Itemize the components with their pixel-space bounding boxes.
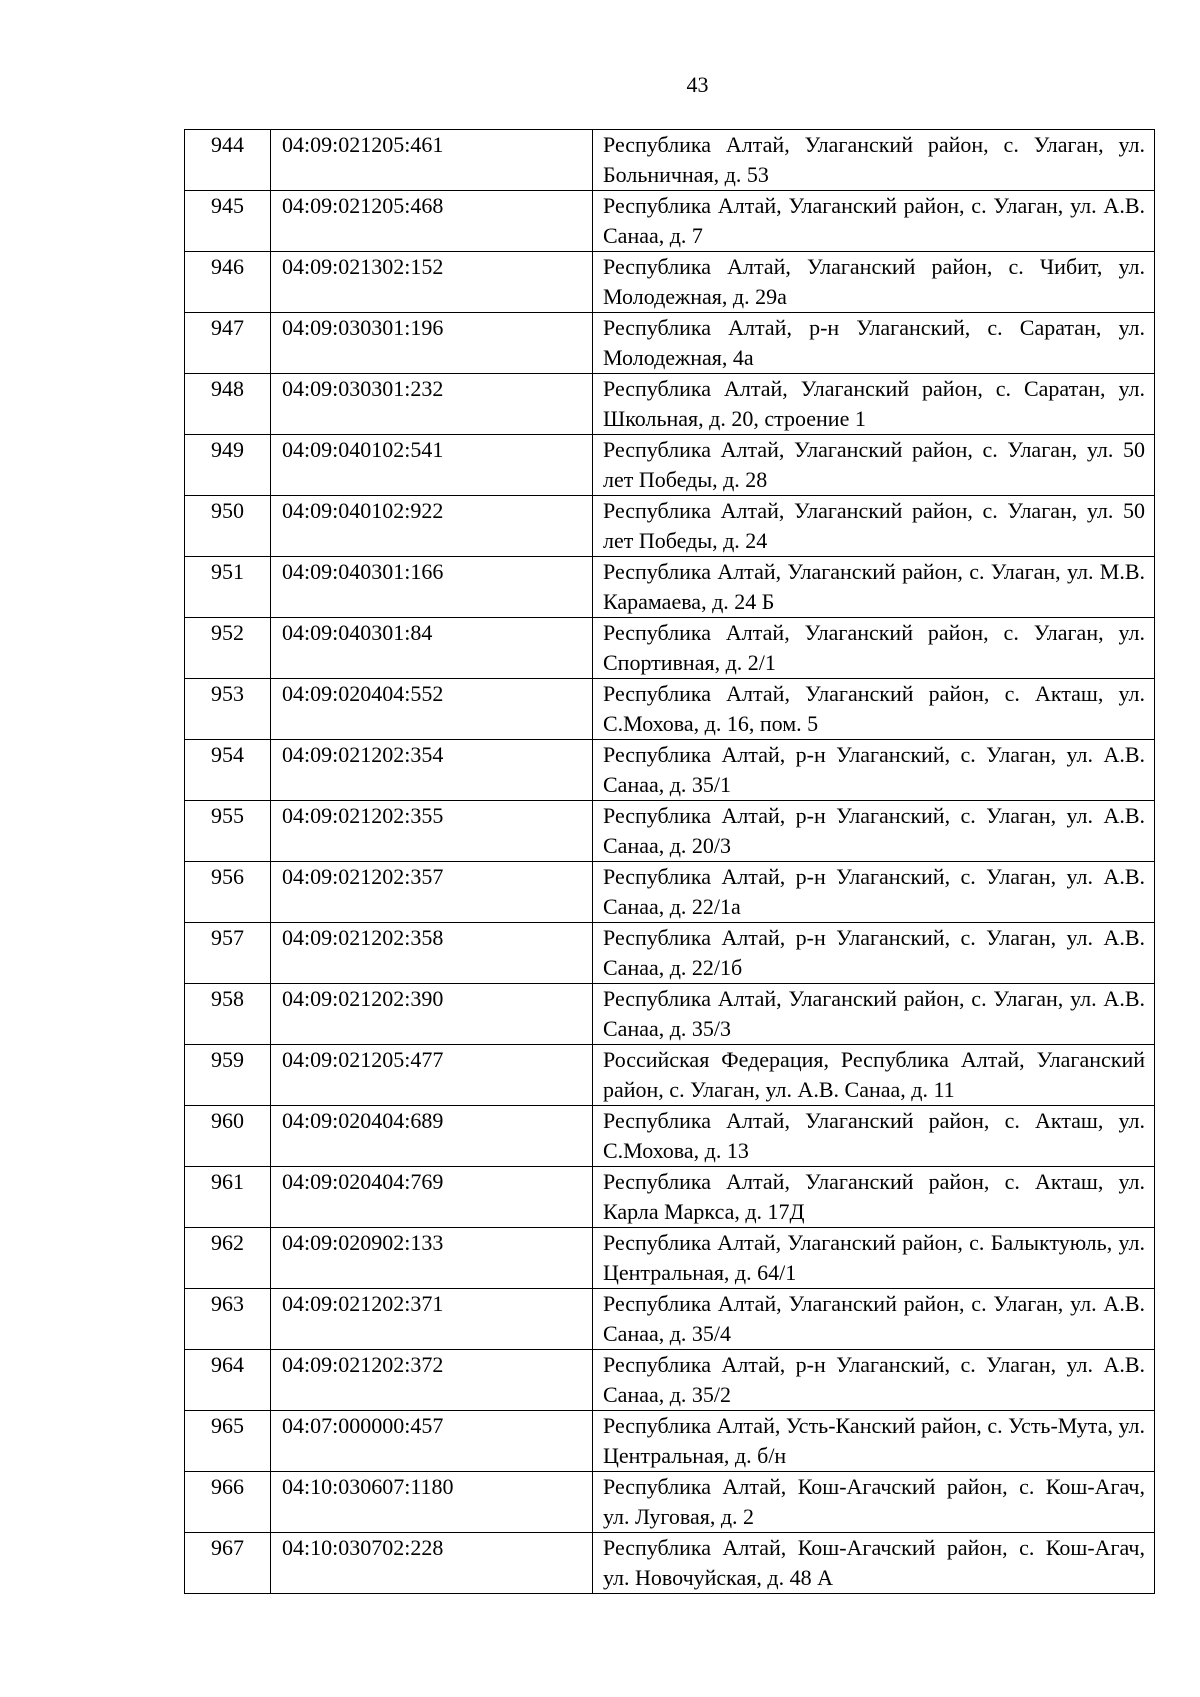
table-row	[185, 435, 1155, 496]
cadastral-number-cell: 04:09:021202:372	[271, 1350, 593, 1411]
table-row	[185, 252, 1155, 313]
table-row	[185, 1289, 1155, 1350]
address-cell: Республика Алтай, Улаганский район, с. Балыктуюль, ул. Центральная, д. 64/1	[593, 1228, 1155, 1289]
cadastral-number-cell: 04:09:020404:689	[271, 1106, 593, 1167]
row-number-cell: 964	[185, 1350, 271, 1411]
row-number-cell: 957	[185, 923, 271, 984]
address-cell: Российская Федерация, Республика Алтай, Улаганский район, с. Улаган, ул. А.В. Санаа, д. 11	[593, 1045, 1155, 1106]
row-number-cell: 949	[185, 435, 271, 496]
table-row	[185, 1106, 1155, 1167]
cadastral-number-cell: 04:09:020404:552	[271, 679, 593, 740]
address-cell: Республика Алтай, Улаганский район, с. Акташ, ул. С.Мохова, д. 16, пом. 5	[593, 679, 1155, 740]
row-number-cell: 965	[185, 1411, 271, 1472]
address-cell: Республика Алтай, Улаганский район, с. Саратан, ул. Школьная, д. 20, строение 1	[593, 374, 1155, 435]
cadastral-number-cell: 04:09:040102:541	[271, 435, 593, 496]
table-row	[185, 496, 1155, 557]
cadastral-number-cell: 04:09:021205:468	[271, 191, 593, 252]
cadastral-number-cell: 04:09:021202:354	[271, 740, 593, 801]
address-cell: Республика Алтай, Улаганский район, с. Улаган, ул. А.В. Санаа, д. 7	[593, 191, 1155, 252]
address-cell: Республика Алтай, Улаганский район, с. Чибит, ул. Молодежная, д. 29а	[593, 252, 1155, 313]
row-number-cell: 955	[185, 801, 271, 862]
address-cell: Республика Алтай, р-н Улаганский, с. Улаган, ул. А.В. Санаа, д. 22/1а	[593, 862, 1155, 923]
table-row	[185, 618, 1155, 679]
table-row	[185, 1045, 1155, 1106]
row-number-cell: 944	[185, 130, 271, 191]
row-number-cell: 961	[185, 1167, 271, 1228]
table-row	[185, 374, 1155, 435]
cadastral-number-cell: 04:09:021205:461	[271, 130, 593, 191]
address-cell: Республика Алтай, Улаганский район, с. Улаган, ул. А.В. Санаа, д. 35/4	[593, 1289, 1155, 1350]
table-row	[185, 191, 1155, 252]
cadastral-number-cell: 04:09:021202:358	[271, 923, 593, 984]
cadastral-number-cell: 04:09:030301:232	[271, 374, 593, 435]
table-row	[185, 679, 1155, 740]
row-number-cell: 960	[185, 1106, 271, 1167]
cadastral-number-cell: 04:09:040301:84	[271, 618, 593, 679]
table-row	[185, 740, 1155, 801]
table-row	[185, 1411, 1155, 1472]
cadastral-number-cell: 04:09:040301:166	[271, 557, 593, 618]
table-row	[185, 862, 1155, 923]
table-row	[185, 984, 1155, 1045]
address-cell: Республика Алтай, р-н Улаганский, с. Улаган, ул. А.В. Санаа, д. 35/1	[593, 740, 1155, 801]
row-number-cell: 963	[185, 1289, 271, 1350]
row-number-cell: 946	[185, 252, 271, 313]
table-row	[185, 130, 1155, 191]
address-cell: Республика Алтай, Улаганский район, с. Улаган, ул. 50 лет Победы, д. 28	[593, 435, 1155, 496]
cadastral-number-cell: 04:09:021205:477	[271, 1045, 593, 1106]
address-cell: Республика Алтай, Улаганский район, с. Акташ, ул. С.Мохова, д. 13	[593, 1106, 1155, 1167]
table-row	[185, 1167, 1155, 1228]
row-number-cell: 962	[185, 1228, 271, 1289]
address-cell: Республика Алтай, Кош-Агачский район, с. Кош-Агач, ул. Луговая, д. 2	[593, 1472, 1155, 1533]
row-number-cell: 958	[185, 984, 271, 1045]
address-cell: Республика Алтай, Улаганский район, с. Улаган, ул. Спортивная, д. 2/1	[593, 618, 1155, 679]
row-number-cell: 954	[185, 740, 271, 801]
table-row	[185, 801, 1155, 862]
cadastral-number-cell: 04:10:030607:1180	[271, 1472, 593, 1533]
address-cell: Республика Алтай, Улаганский район, с. Акташ, ул. Карла Маркса, д. 17Д	[593, 1167, 1155, 1228]
table-row	[185, 557, 1155, 618]
row-number-cell: 959	[185, 1045, 271, 1106]
row-number-cell: 953	[185, 679, 271, 740]
row-number-cell: 966	[185, 1472, 271, 1533]
registry-table	[184, 129, 1155, 1594]
cadastral-number-cell: 04:07:000000:457	[271, 1411, 593, 1472]
address-cell: Республика Алтай, р-н Улаганский, с. Улаган, ул. А.В. Санаа, д. 20/3	[593, 801, 1155, 862]
row-number-cell: 952	[185, 618, 271, 679]
address-cell: Республика Алтай, р-н Улаганский, с. Улаган, ул. А.В. Санаа, д. 22/1б	[593, 923, 1155, 984]
row-number-cell: 945	[185, 191, 271, 252]
page-number: 43	[686, 72, 709, 97]
table-row	[185, 1533, 1155, 1594]
row-number-cell: 948	[185, 374, 271, 435]
cadastral-number-cell: 04:09:021202:371	[271, 1289, 593, 1350]
table-row	[185, 1228, 1155, 1289]
registry-table-body	[185, 130, 1155, 1594]
address-cell: Республика Алтай, Улаганский район, с. Улаган, ул. 50 лет Победы, д. 24	[593, 496, 1155, 557]
cadastral-number-cell: 04:09:030301:196	[271, 313, 593, 374]
row-number-cell: 951	[185, 557, 271, 618]
address-cell: Республика Алтай, Улаганский район, с. Улаган, ул. А.В. Санаа, д. 35/3	[593, 984, 1155, 1045]
cadastral-number-cell: 04:09:020902:133	[271, 1228, 593, 1289]
address-cell: Республика Алтай, р-н Улаганский, с. Саратан, ул. Молодежная, 4а	[593, 313, 1155, 374]
row-number-cell: 947	[185, 313, 271, 374]
address-cell: Республика Алтай, Кош-Агачский район, с. Кош-Агач, ул. Новочуйская, д. 48 А	[593, 1533, 1155, 1594]
row-number-cell: 956	[185, 862, 271, 923]
row-number-cell: 967	[185, 1533, 271, 1594]
row-number-cell: 950	[185, 496, 271, 557]
cadastral-number-cell: 04:10:030702:228	[271, 1533, 593, 1594]
cadastral-number-cell: 04:09:021202:357	[271, 862, 593, 923]
cadastral-number-cell: 04:09:021202:355	[271, 801, 593, 862]
cadastral-number-cell: 04:09:040102:922	[271, 496, 593, 557]
table-row	[185, 1350, 1155, 1411]
address-cell: Республика Алтай, Улаганский район, с. Улаган, ул. М.В. Карамаева, д. 24 Б	[593, 557, 1155, 618]
cadastral-number-cell: 04:09:021302:152	[271, 252, 593, 313]
table-row	[185, 923, 1155, 984]
cadastral-number-cell: 04:09:020404:769	[271, 1167, 593, 1228]
address-cell: Республика Алтай, Улаганский район, с. Улаган, ул. Больничная, д. 53	[593, 130, 1155, 191]
address-cell: Республика Алтай, Усть-Канский район, с. Усть-Мута, ул. Центральная, д. б/н	[593, 1411, 1155, 1472]
table-row	[185, 1472, 1155, 1533]
address-cell: Республика Алтай, р-н Улаганский, с. Улаган, ул. А.В. Санаа, д. 35/2	[593, 1350, 1155, 1411]
cadastral-number-cell: 04:09:021202:390	[271, 984, 593, 1045]
table-row	[185, 313, 1155, 374]
